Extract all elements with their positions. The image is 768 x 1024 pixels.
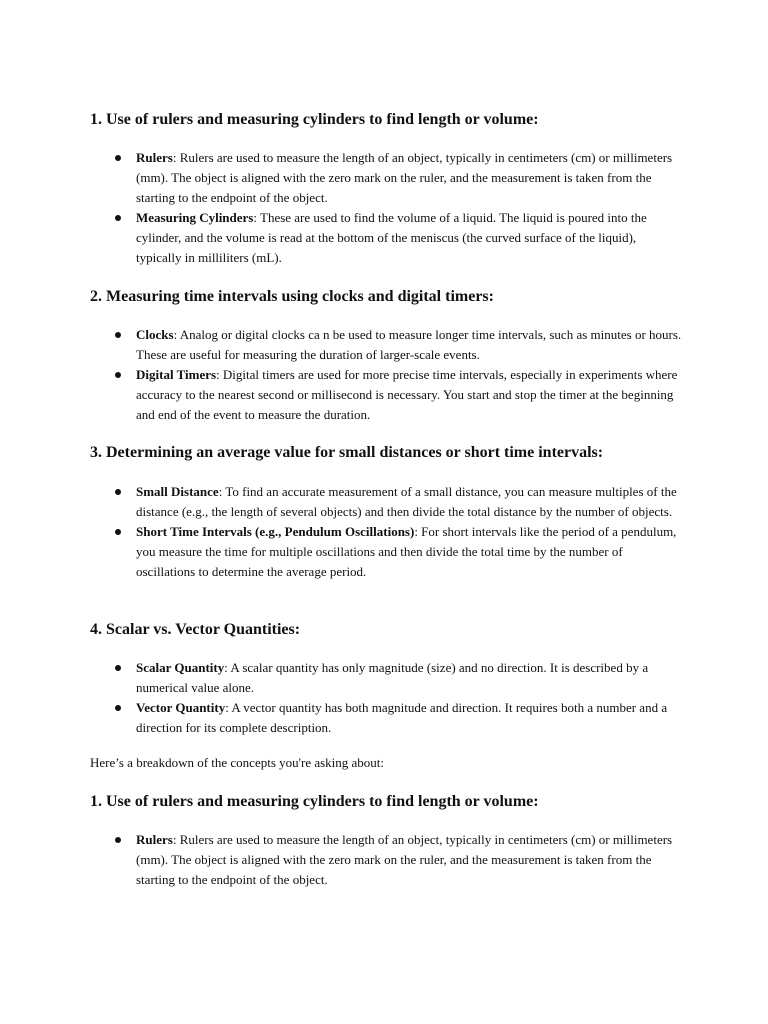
repeat-section-list bbox=[0, 830, 768, 890]
list-item-measuring-cylinders bbox=[0, 208, 684, 268]
section-2-list bbox=[0, 325, 768, 425]
intro-paragraph: Here’s a breakdown of the concepts you're asking about: bbox=[90, 755, 385, 770]
bullet-icon bbox=[115, 372, 121, 378]
bullet-text: : These are used to find the volume of a liquid. The liquid is poured into the cylinder, and the volume is read at the bottom of the meniscus (the curved surface of the liquid), typically in milliliters (mL). bbox=[136, 210, 647, 265]
bullet-icon bbox=[115, 332, 121, 338]
bullet-text: : Digital timers are used for more precise time intervals, especially in experiments where accuracy to the nearest second or millisecond is necessary. You start and stop the timer at the beginning and end of the event to measure the duration. bbox=[136, 367, 678, 422]
bullet-text: : A vector quantity has both magnitude and direction. It requires both a number and a direction for its complete description. bbox=[136, 700, 668, 735]
bullet-term: Digital Timers bbox=[136, 367, 217, 382]
section-1-heading: 1. Use of rulers and measuring cylinders to find length or volume: bbox=[90, 111, 539, 128]
bullet-term: Measuring Cylinders bbox=[136, 210, 254, 225]
bullet-term: Short Time Intervals (e.g., Pendulum Oscillations) bbox=[136, 524, 415, 539]
bullet-icon bbox=[115, 705, 121, 711]
bullet-text: : For short intervals like the period of a pendulum, you measure the time for multiple oscillations and then divide the total time by the number of oscillations to determine the average period. bbox=[136, 524, 677, 579]
bullet-icon bbox=[115, 665, 121, 671]
bullet-icon bbox=[115, 529, 121, 535]
bullet-term: Rulers bbox=[136, 832, 173, 847]
bullet-text: : A scalar quantity has only magnitude (size) and no direction. It is described by a numerical value alone. bbox=[136, 660, 649, 695]
bullet-term: Vector Quantity bbox=[136, 700, 226, 715]
list-item-rulers-repeat bbox=[0, 830, 684, 890]
list-item-scalar-quantity bbox=[0, 658, 684, 698]
bullet-icon bbox=[115, 155, 121, 161]
bullet-icon bbox=[115, 215, 121, 221]
repeat-section-heading: 1. Use of rulers and measuring cylinders to find length or volume: bbox=[90, 793, 539, 810]
section-4-list bbox=[0, 658, 768, 738]
bullet-text: : To find an accurate measurement of a small distance, you can measure multiples of the distance (e.g., the length of several objects) and then divide the total distance by the number of objects. bbox=[136, 484, 677, 519]
bullet-term: Rulers bbox=[136, 150, 173, 165]
list-item-vector-quantity bbox=[0, 698, 684, 738]
bullet-text: : Rulers are used to measure the length of an object, typically in centimeters (cm) or millimeters (mm). The object is aligned with the zero mark on the ruler, and the measurement is taken from the starting to the endpoint of the object. bbox=[136, 150, 673, 205]
list-item-small-distance bbox=[0, 482, 684, 522]
section-1-list bbox=[0, 148, 768, 268]
bullet-term: Scalar Quantity bbox=[136, 660, 225, 675]
section-4-heading: 4. Scalar vs. Vector Quantities: bbox=[90, 621, 301, 638]
bullet-text: : Analog or digital clocks ca n be used to measure longer time intervals, such as minutes or hours. These are useful for measuring the duration of larger-scale events. bbox=[136, 327, 682, 362]
bullet-term: Small Distance bbox=[136, 484, 219, 499]
list-item-short-time-intervals bbox=[0, 522, 684, 582]
section-3-heading: 3. Determining an average value for small distances or short time intervals: bbox=[90, 444, 604, 461]
bullet-text: : Rulers are used to measure the length of an object, typically in centimeters (cm) or millimeters (mm). The object is aligned with the zero mark on the ruler, and the measurement is taken from the starting to the endpoint of the object. bbox=[136, 832, 673, 887]
list-item-rulers bbox=[0, 148, 684, 208]
list-item-digital-timers bbox=[0, 365, 684, 425]
bullet-icon bbox=[115, 489, 121, 495]
section-3-list bbox=[0, 482, 768, 582]
bullet-term: Clocks bbox=[136, 327, 174, 342]
section-2-heading: 2. Measuring time intervals using clocks and digital timers: bbox=[90, 288, 494, 305]
list-item-clocks bbox=[0, 325, 684, 365]
bullet-icon bbox=[115, 837, 121, 843]
